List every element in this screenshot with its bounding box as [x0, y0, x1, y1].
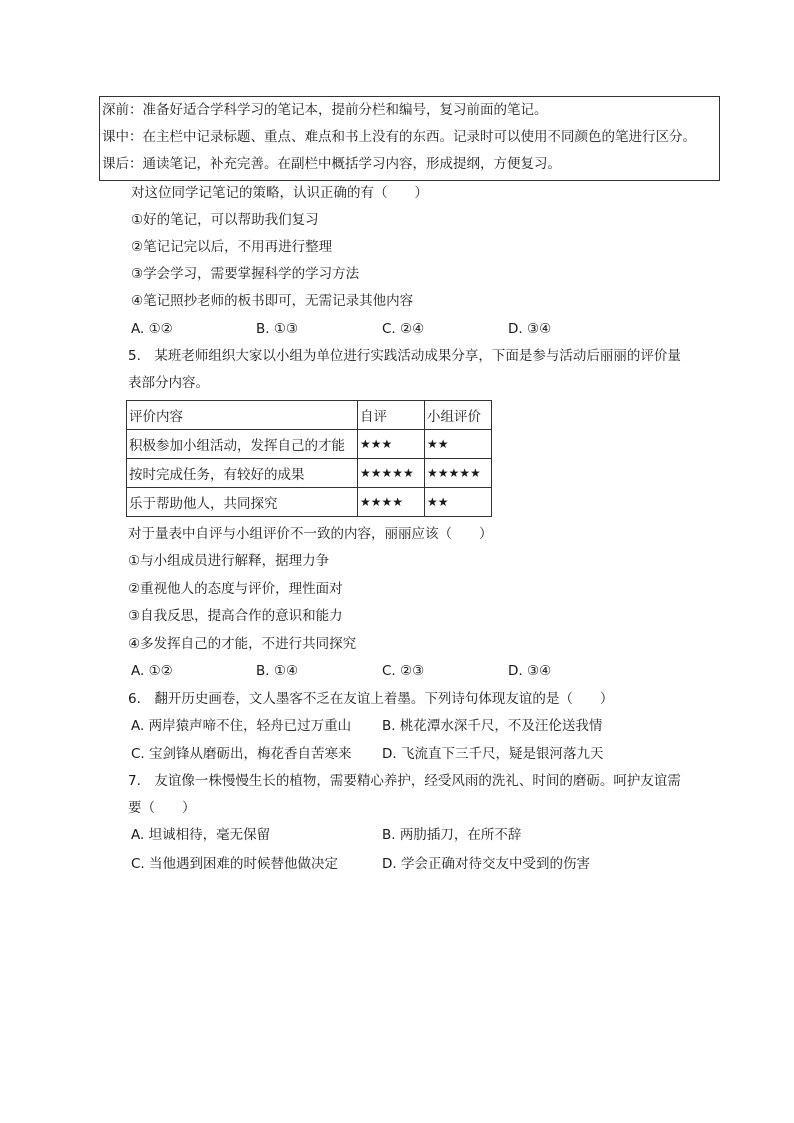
notes-strategy-box	[99, 96, 720, 181]
group-rating-stars: ★★	[425, 430, 492, 459]
q4-option-a: A. ①②	[131, 321, 173, 337]
q7-option-d: D. 学会正确对待交友中受到的伤害	[382, 856, 590, 872]
table-cell: 按时完成任务，有较好的成果	[127, 459, 358, 488]
self-rating-stars: ★★★	[358, 430, 425, 459]
table-row	[127, 430, 492, 459]
evaluation-table	[126, 400, 492, 517]
q5-statement-4: ④多发挥自己的才能，不进行共同探究	[128, 636, 357, 652]
q7-stem-line-1: 7. 友谊像一株慢慢生长的植物，需要精心养护，经受风雨的洗礼、时间的磨砺。呵护友谊需	[128, 773, 681, 789]
box-line-in-class: 课中：在主栏中记录标题、重点、难点和书上没有的东西。记录时可以使用不同颜色的笔进行区分。	[102, 129, 696, 145]
q4-statement-1: ①好的笔记，可以帮助我们复习	[131, 212, 319, 228]
q5-statement-2: ②重视他人的态度与评价，理性面对	[128, 581, 343, 597]
q4-option-b: B. ①③	[256, 321, 299, 337]
group-rating-stars: ★★	[425, 488, 492, 517]
q4-option-d: D. ③④	[508, 321, 552, 337]
q5-stem-line-2: 表部分内容。	[128, 375, 209, 391]
q5-option-d: D. ③④	[508, 663, 552, 679]
q7-option-c: C. 当他遇到困难的时候替他做决定	[131, 856, 339, 872]
q4-statement-3: ③学会学习，需要掌握科学的学习方法	[131, 266, 360, 282]
box-line-after-class: 课后：通读笔记，补充完善。在副栏中概括学习内容，形成提纲，方便复习。	[102, 156, 561, 172]
q4-statement-2: ②笔记记完以后，不用再进行整理	[131, 239, 333, 255]
header-cell: 评价内容	[127, 401, 358, 430]
q5-option-c: C. ②③	[382, 663, 425, 679]
q4-statement-4: ④笔记照抄老师的板书即可，无需记录其他内容	[131, 293, 414, 309]
q5-option-b: B. ①④	[256, 663, 299, 679]
q5-statement-1: ①与小组成员进行解释，据理力争	[128, 553, 330, 569]
group-rating-stars: ★★★★★	[425, 459, 492, 488]
self-rating-stars: ★★★★	[358, 488, 425, 517]
box-line-before-class: 深前：准备好适合学科学习的笔记本，提前分栏和编号，复习前面的笔记。	[102, 102, 548, 118]
q6-option-b: B. 桃花潭水深千尺，不及汪伦送我情	[382, 718, 603, 734]
table-cell: 积极参加小组活动，发挥自己的才能	[127, 430, 358, 459]
q6-stem: 6. 翻开历史画卷，文人墨客不乏在友谊上着墨。下列诗句体现友谊的是（ ）	[128, 691, 614, 707]
q7-stem-line-2: 要（ ）	[128, 800, 196, 816]
table-row	[127, 488, 492, 517]
table-header-row	[127, 401, 492, 430]
q5-follow-question: 对于量表中自评与小组评价不一致的内容，丽丽应该（ ）	[128, 526, 493, 542]
q5-option-a: A. ①②	[131, 663, 173, 679]
q4-option-c: C. ②④	[382, 321, 425, 337]
self-rating-stars: ★★★★★	[358, 459, 425, 488]
q6-option-a: A. 两岸猿声啼不住，轻舟已过万重山	[131, 718, 352, 734]
q6-option-d: D. 飞流直下三千尺，疑是银河落九天	[382, 746, 604, 762]
q5-statement-3: ③自我反思，提高合作的意识和能力	[128, 608, 343, 624]
header-cell: 自评	[358, 401, 425, 430]
q7-option-b: B. 两肋插刀，在所不辞	[382, 827, 522, 843]
header-cell: 小组评价	[425, 401, 492, 430]
q4-stem: 对这位同学记笔记的策略，认识正确的有（ ）	[131, 185, 428, 201]
q5-stem-line-1: 5. 某班老师组织大家以小组为单位进行实践活动成果分享，下面是参与活动后丽丽的评价量	[128, 348, 681, 364]
table-cell: 乐于帮助他人，共同探究	[127, 488, 358, 517]
q6-option-c: C. 宝剑锋从磨砺出，梅花香自苦寒来	[131, 746, 352, 762]
table-row	[127, 459, 492, 488]
q7-option-a: A. 坦诚相待，毫无保留	[131, 827, 271, 843]
